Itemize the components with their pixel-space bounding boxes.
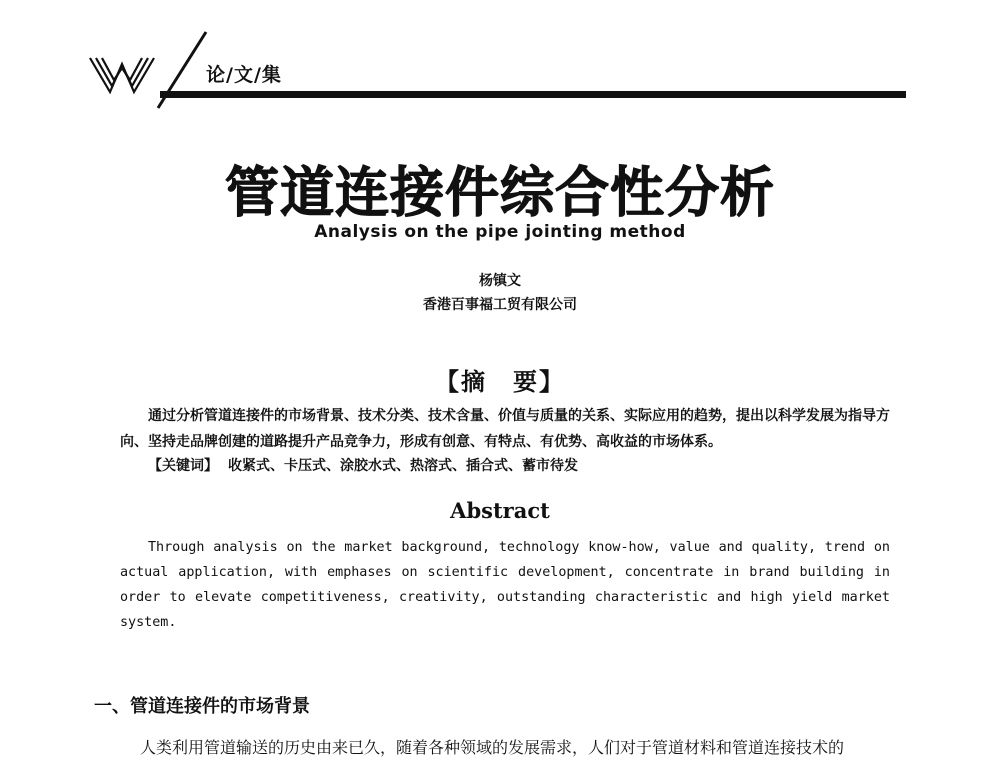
journal-logo-icon xyxy=(88,30,218,110)
abstract-cn-text: 通过分析管道连接件的市场背景、技术分类、技术含量、价值与质量的关系、实际应用的趋势，提出以科学发展为指导方向、坚持走品牌创建的道路提升产品竞争力，形成有创意、有特点、有优势、高收益的市场体系。 xyxy=(120,408,890,450)
keywords-text: 收紧式、卡压式、涂胶水式、热溶式、插合式、蓄市待发 xyxy=(228,458,578,474)
article-subtitle: Analysis on the pipe jointing method xyxy=(314,222,686,242)
author-name: 杨镇文 xyxy=(479,273,521,289)
body-paragraph: 人类利用管道输送的历史由来已久，随着各种领域的发展需求，人们对于管道材料和管道连接技术的 xyxy=(140,738,845,757)
header-rule xyxy=(160,91,906,98)
author-affiliation: 香港百事福工贸有限公司 xyxy=(423,297,577,313)
journal-section-label: 论/文/集 xyxy=(206,64,282,86)
abstract-cn-heading: 【摘 要】 xyxy=(435,367,565,396)
keywords-line xyxy=(148,455,578,475)
section-heading: 一、管道连接件的市场背景 xyxy=(94,696,310,717)
abstract-en-heading: Abstract xyxy=(450,498,550,523)
keywords-label: 【关键词】 xyxy=(148,458,218,474)
article-title: 管道连接件综合性分析 xyxy=(225,161,775,224)
abstract-en-text: Through analysis on the market background, technology know-how, value and quality, trend on actual application, with emphases on scientific development, concentrate in brand building in order to elevate competitiveness, creativity, outstanding characteristic and high yield market system. xyxy=(120,540,890,630)
